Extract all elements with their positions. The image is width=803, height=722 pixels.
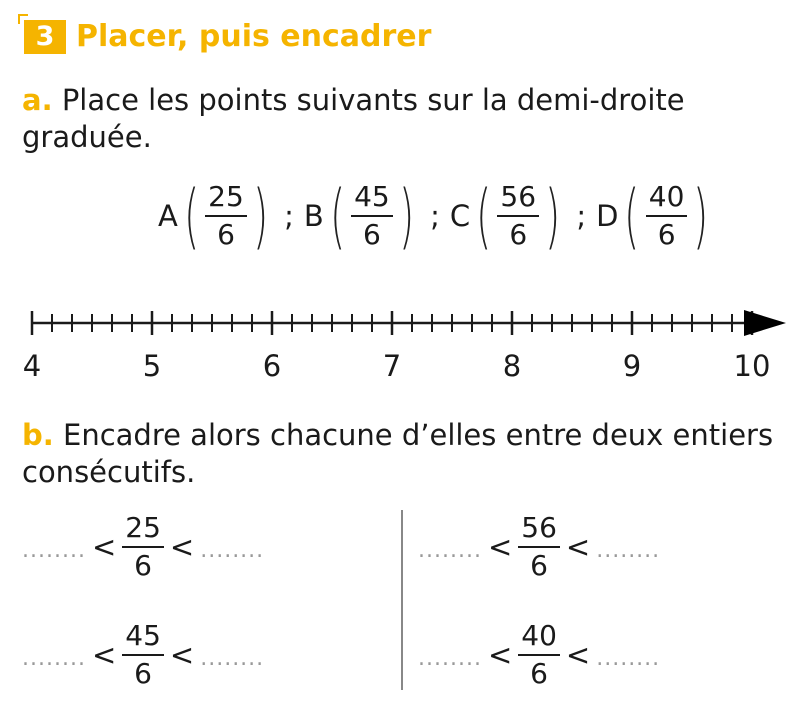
tick-label: 7: [382, 349, 402, 383]
part-a-text-line2: graduée.: [22, 120, 152, 154]
denominator: 6: [509, 218, 528, 251]
tick-label: 8: [502, 349, 522, 383]
numerator: 40: [646, 181, 688, 217]
denominator: 6: [530, 549, 548, 582]
less-than-symbol: <: [169, 530, 195, 564]
part-a-letter: a.: [22, 83, 53, 117]
open-paren-icon: (: [624, 175, 640, 257]
less-than-symbol: <: [169, 638, 195, 672]
inequality-56-6: [418, 512, 660, 582]
part-a-instruction: [22, 82, 685, 156]
close-paren-icon: ): [693, 175, 709, 257]
point-a-fraction: [205, 181, 247, 251]
point-a: [158, 175, 274, 257]
open-paren-icon: (: [183, 175, 200, 257]
part-b-letter: b.: [22, 418, 54, 452]
denominator: 6: [530, 657, 548, 690]
tick-label: 10: [733, 349, 771, 383]
point-c-fraction: [497, 181, 539, 251]
point-c: [449, 175, 567, 257]
denominator: 6: [217, 218, 235, 251]
answer-blank-left[interactable]: ........: [418, 537, 482, 563]
denominator: 6: [657, 218, 676, 251]
inequality-40-6: [418, 620, 660, 690]
answer-blank-right[interactable]: ........: [596, 537, 661, 563]
number-line: [0, 296, 803, 391]
numerator: 40: [518, 620, 560, 656]
answer-blank-left[interactable]: ........: [22, 645, 86, 671]
tick-label: 5: [142, 349, 162, 383]
part-a-text-line1: Place les points suivants sur la demi-droite: [61, 83, 685, 117]
numerator: 45: [122, 620, 164, 656]
separator: ;: [284, 199, 294, 233]
point-a-name: A: [158, 199, 178, 233]
answer-blank-left[interactable]: ........: [418, 645, 482, 671]
point-d-name: D: [596, 199, 619, 233]
answer-blank-left[interactable]: ........: [22, 537, 86, 563]
close-paren-icon: ): [252, 175, 268, 257]
numerator: 25: [205, 181, 247, 217]
inequality-25-6: [22, 512, 264, 582]
numerator: 56: [518, 512, 560, 548]
point-d: [596, 175, 715, 257]
tick-label: 6: [262, 349, 282, 383]
point-c-name: C: [449, 199, 471, 233]
exercise-number-badge: 3: [24, 20, 66, 54]
denominator: 6: [134, 657, 152, 690]
numerator: 25: [122, 512, 164, 548]
close-paren-icon: ): [545, 175, 561, 257]
separator: ;: [576, 199, 587, 233]
tick-label: 4: [22, 349, 42, 383]
tick-label: 9: [622, 349, 642, 383]
numerator: 56: [497, 181, 539, 217]
less-than-symbol: <: [91, 530, 117, 564]
point-b: [303, 175, 420, 257]
fraction: [122, 512, 164, 582]
fraction: [122, 620, 164, 690]
exercise-title: Placer, puis encadrer: [76, 19, 432, 54]
answer-blank-right[interactable]: ........: [596, 645, 661, 671]
less-than-symbol: <: [487, 638, 513, 672]
point-b-fraction: [351, 181, 393, 251]
answer-blank-right[interactable]: ........: [200, 645, 265, 671]
point-d-fraction: [646, 181, 688, 251]
part-b-instruction: [22, 417, 773, 491]
less-than-symbol: <: [565, 638, 591, 672]
points-list: [158, 176, 715, 256]
close-paren-icon: ): [398, 175, 414, 257]
denominator: 6: [134, 549, 152, 582]
fraction: [518, 512, 560, 582]
inequality-45-6: [22, 620, 264, 690]
less-than-symbol: <: [565, 530, 591, 564]
point-b-name: B: [303, 199, 324, 233]
arrow-head-icon: [744, 310, 786, 336]
part-b-text-line1: Encadre alors chacune d’elles entre deux entiers: [63, 418, 774, 452]
less-than-symbol: <: [487, 530, 513, 564]
column-divider: [401, 510, 403, 690]
open-paren-icon: (: [476, 175, 492, 257]
answer-blank-right[interactable]: ........: [200, 537, 265, 563]
less-than-symbol: <: [91, 638, 117, 672]
part-b-text-line2: consécutifs.: [22, 455, 196, 489]
denominator: 6: [363, 218, 381, 251]
fraction: [518, 620, 560, 690]
numerator: 45: [351, 181, 393, 217]
open-paren-icon: (: [329, 175, 345, 257]
separator: ;: [430, 199, 440, 233]
